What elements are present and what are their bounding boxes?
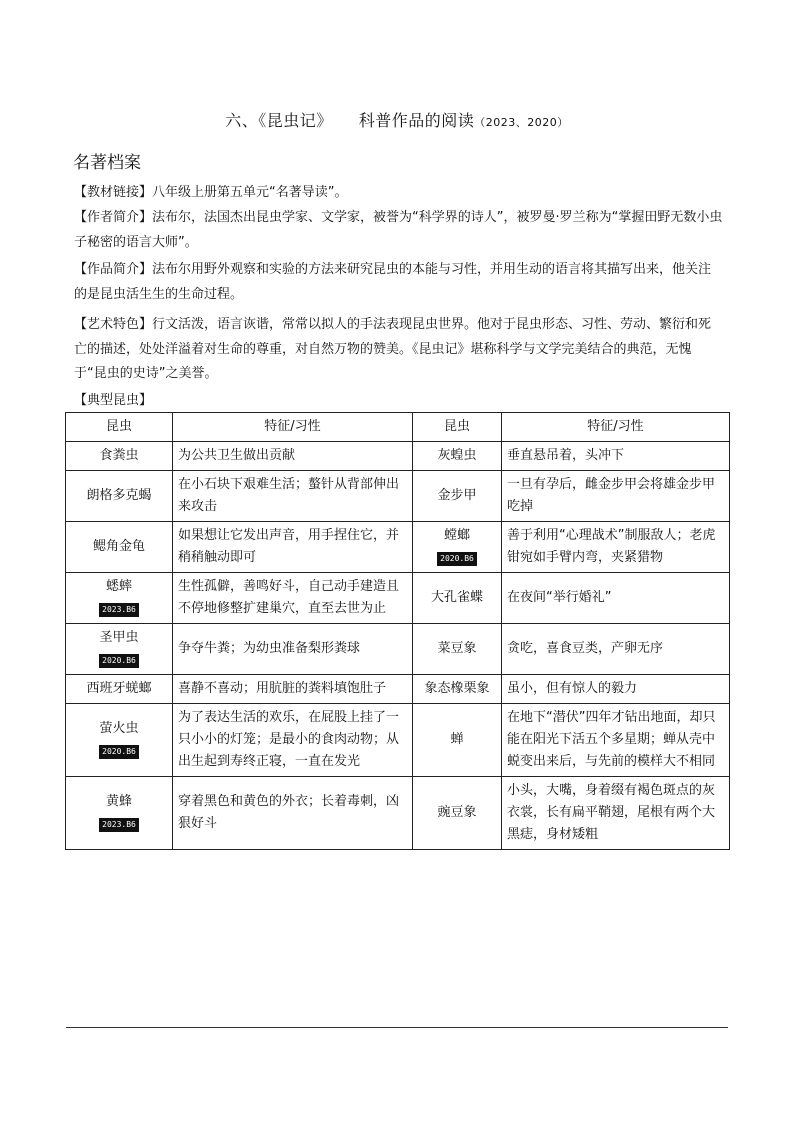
paragraph-art-features [74,313,724,387]
insect-name: 圣甲虫 [99,630,139,645]
title-prefix: 六、《昆虫记》 [225,111,333,130]
exam-year-badge: 2020.B6 [99,745,139,759]
title-main: 科普作品的阅读 [358,111,475,130]
insect-name-cell [66,675,173,704]
insect-name: 大孔雀蝶 [430,590,483,605]
insect-name-cell [66,573,173,624]
insect-trait-cell: 为公共卫生做出贡献 [173,442,413,471]
insect-name-cell [413,624,502,675]
paragraph-label: 【作品简介】 [74,262,153,277]
insect-trait-cell: 争夺牛粪；为幼虫准备梨形粪球 [173,624,413,675]
insect-name: 食粪虫 [99,448,139,463]
insect-name: 豌豆象 [437,805,477,820]
table-row [66,471,730,522]
paragraph-label: 【艺术特色】 [74,317,153,332]
insect-table [65,412,730,850]
insect-name: 菜豆象 [437,641,477,656]
insect-name-cell [413,471,502,522]
table-body [66,442,730,850]
exam-year-badge: 2023.B6 [99,818,139,832]
paragraph-text: 法布尔用野外观察和实验的方法来研究昆虫的本能与习性，并用生动的语言将其描写出来，他关注的是昆虫活生生的生命过程。 [74,262,712,302]
column-header: 昆虫 [413,413,502,442]
insect-name-cell [413,522,502,573]
paragraph-label: 【教材链接】 [74,185,153,200]
exam-year-badge: 2020.B6 [99,654,139,668]
insect-name: 灰蝗虫 [437,448,477,463]
insect-trait-cell: 贪吃，喜食豆类，产卵无序 [502,624,730,675]
insect-name: 朗格多克蝎 [86,488,152,503]
column-header: 特征/习性 [173,413,413,442]
insect-trait-cell: 在地下“潜伏”四年才钻出地面，却只能在阳光下活五个多星期；蝉从壳中蜕变出来后，与先前的模样大不相同 [502,704,730,777]
insect-name-cell [413,675,502,704]
insect-name: 西班牙蜣螂 [86,681,152,696]
paragraph-text: 八年级上册第五单元“名著导读”。 [152,185,348,200]
insect-name: 螳螂 [443,528,470,543]
insect-name-cell [66,471,173,522]
insect-name-cell [66,442,173,471]
insect-name: 萤火虫 [99,721,139,736]
insect-trait-cell: 穿着黑色和黄色的外衣；长着毒刺，凶狠好斗 [173,777,413,850]
insect-name: 蝉 [450,732,464,747]
insect-name-cell [413,442,502,471]
insect-name-cell [66,704,173,777]
table-header-row [66,413,730,442]
section-heading: 名著档案 [73,153,141,173]
table-row [66,704,730,777]
insect-name-cell [66,624,173,675]
insect-name: 鳃角金龟 [92,539,145,554]
insect-trait-cell: 一旦有孕后，雌金步甲会将雄金步甲吃掉 [502,471,730,522]
paragraph-author-intro [74,206,724,255]
table-row [66,675,730,704]
insect-trait-cell: 小头，大嘴，身着缀有褐色斑点的灰衣裳，长有扁平鞘翅，尾根有两个大黑痣，身材矮粗 [502,777,730,850]
insect-name-cell [413,573,502,624]
exam-year-badge: 2023.B6 [99,603,139,617]
insect-trait-cell: 善于利用“心理战术”制服敌人；老虎钳宛如手臂内弯，夹紧猎物 [502,522,730,573]
footer-divider [66,1027,728,1028]
insect-name: 金步甲 [437,488,477,503]
table-row [66,573,730,624]
table-row [66,624,730,675]
insect-name-cell [66,522,173,573]
insect-trait-cell: 虽小，但有惊人的毅力 [502,675,730,704]
insect-name-cell [66,777,173,850]
insect-trait-cell: 在小石块下艰难生活；螯针从背部伸出来攻击 [173,471,413,522]
title-years: （2023、2020） [474,116,569,129]
insect-name-cell [413,704,502,777]
paragraph-label: 【作者简介】 [74,210,153,225]
insect-name: 黄蜂 [105,794,132,809]
table-row [66,522,730,573]
insect-name-cell [413,777,502,850]
insect-trait-cell: 垂直悬吊着，头冲下 [502,442,730,471]
paragraph-work-intro [74,258,724,307]
insect-name: 蟋蟀 [105,579,132,594]
insect-trait-cell: 生性孤僻，善鸣好斗，自己动手建造且不停地修整扩建巢穴，直至去世为止 [173,573,413,624]
typical-insects-label: 【典型昆虫】 [74,393,153,408]
insect-trait-cell: 为了表达生活的欢乐，在屁股上挂了一只小小的灯笼；是最小的食肉动物；从出生起到寿终正寝，一直在发光 [173,704,413,777]
column-header: 昆虫 [66,413,173,442]
exam-year-badge: 2020.B6 [437,552,477,566]
paragraph-text: 法布尔，法国杰出昆虫学家、文学家，被誉为“科学界的诗人”，被罗曼·罗兰称为“掌握田野无数小虫子秘密的语言大师”。 [74,210,723,250]
insect-trait-cell: 喜静不喜动；用肮脏的粪料填饱肚子 [173,675,413,704]
paragraph-textbook-link [74,181,724,206]
column-header: 特征/习性 [502,413,730,442]
page-title [0,108,794,131]
insect-name: 象态橡栗象 [424,681,490,696]
table-row [66,777,730,850]
insect-trait-cell: 在夜间“举行婚礼” [502,573,730,624]
paragraph-text: 行文活泼，语言诙谐，常常以拟人的手法表现昆虫世界。他对于昆虫形态、习性、劳动、繁衍和死亡的描述，处处洋溢着对生命的尊重，对自然万物的赞美。《昆虫记》堪称科学与文学完美结合的典范，无愧于“昆虫的史诗”之美誉。 [74,317,712,381]
table-row [66,442,730,471]
insect-trait-cell: 如果想让它发出声音，用手捏住它，并稍稍触动即可 [173,522,413,573]
